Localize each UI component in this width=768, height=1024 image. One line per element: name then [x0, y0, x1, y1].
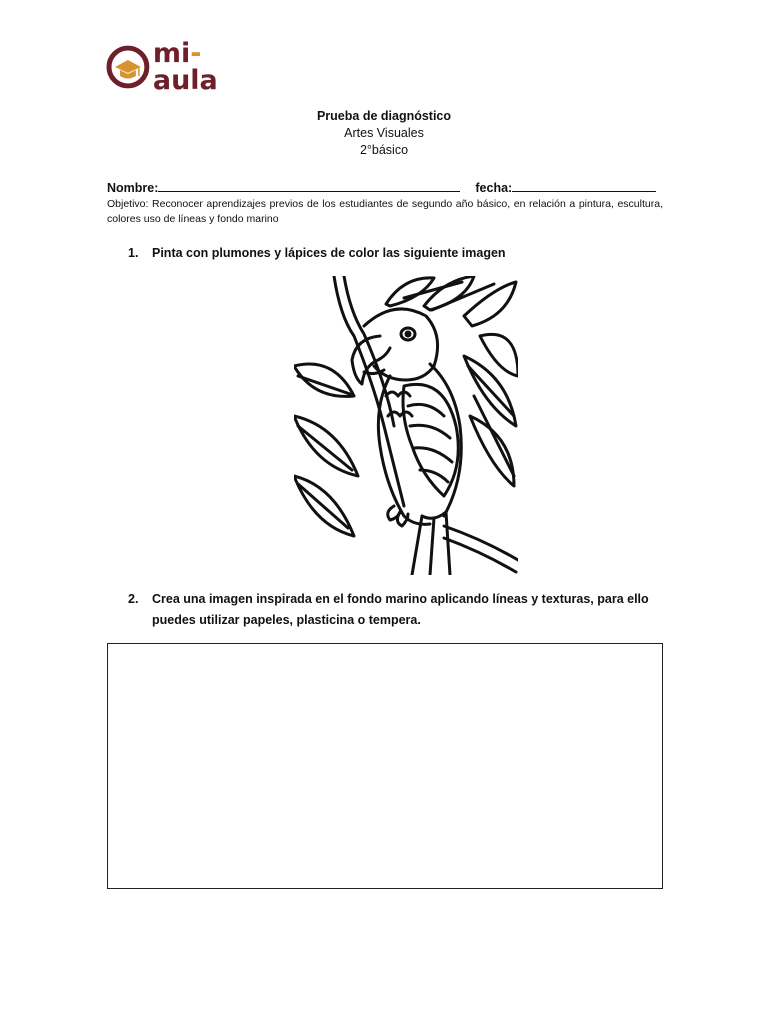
name-field[interactable] — [158, 179, 460, 192]
brand-logo — [106, 38, 266, 96]
date-label: fecha: — [475, 181, 513, 195]
question-1 — [128, 243, 688, 264]
question-text: Pinta con plumones y lápices de color las siguiente imagen — [152, 246, 506, 260]
question-2 — [128, 589, 688, 633]
question-text-line-1: Crea una imagen inspirada en el fondo marino aplicando líneas y texturas, para ello — [152, 592, 649, 606]
logo-wordmark: mi-aula — [152, 38, 218, 96]
drawing-answer-box[interactable] — [107, 643, 663, 889]
name-label: Nombre: — [107, 181, 159, 195]
question-number: 2. — [128, 592, 139, 606]
question-number: 1. — [128, 246, 139, 260]
student-info-row — [107, 179, 656, 195]
date-field[interactable] — [512, 179, 656, 192]
graduation-cap-icon — [106, 45, 150, 89]
page-title: Prueba de diagnóstico — [316, 109, 452, 123]
subject-label: Artes Visuales — [344, 126, 424, 140]
parrot-coloring-image — [294, 276, 518, 575]
document-heading — [0, 108, 768, 159]
question-text-line-2: puedes utilizar papeles, plasticina o tempera. — [152, 613, 421, 627]
objective-text: Objetivo: Reconocer aprendizajes previos de los estudiantes de segundo año básico, en relación a pintura, escultura, colores uso de líneas y fondo marino — [107, 198, 663, 225]
grade-label: 2°básico — [359, 143, 409, 157]
